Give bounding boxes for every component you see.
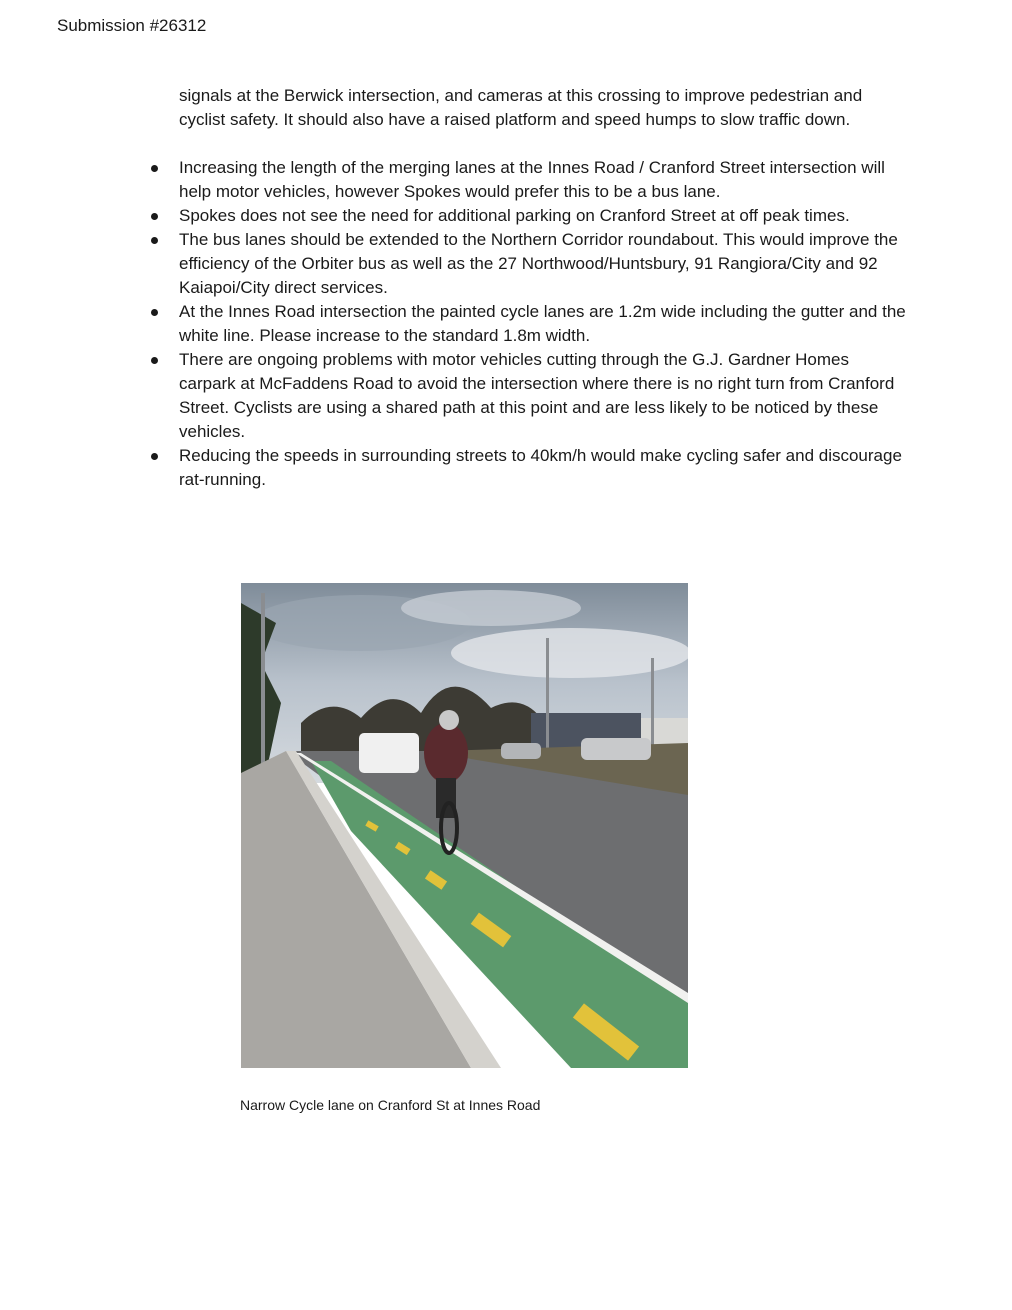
intro-continuation-paragraph: signals at the Berwick intersection, and cameras at this crossing to improve pedestrian and cyclist safety. It should also have a raised platform and speed humps to slow traffic down. — [179, 86, 863, 129]
bullet-icon — [151, 453, 158, 460]
list-item-text: Increasing the length of the merging lanes at the Innes Road / Cranford Street intersection will help motor vehicles, however Spokes would prefer this to be a bus lane. — [179, 158, 885, 201]
list-item-text: At the Innes Road intersection the painted cycle lanes are 1.2m wide including the gutter and the white line. Please increase to the standard 1.8m width. — [179, 302, 906, 345]
cycle-lane-photo — [241, 583, 688, 1068]
list-item-text: Spokes does not see the need for additional parking on Cranford Street at off peak times. — [179, 206, 850, 225]
parked-car — [581, 738, 651, 760]
bullet-icon — [151, 213, 158, 220]
cyclist-helmet — [439, 710, 459, 730]
bullet-icon — [151, 237, 158, 244]
list-item — [150, 348, 910, 444]
list-item — [150, 444, 910, 492]
list-item-text: Reducing the speeds in surrounding streets to 40km/h would make cycling safer and discourage rat-running. — [179, 446, 902, 489]
white-truck — [359, 733, 419, 773]
list-item-text: The bus lanes should be extended to the Northern Corridor roundabout. This would improve the efficiency of the Orbiter bus as well as the 27 Northwood/Huntsbury, 91 Rangiora/City and 92 Kaiapoi/City direct services. — [179, 230, 898, 297]
bullet-icon — [151, 165, 158, 172]
bullet-icon — [151, 357, 158, 364]
street-pole — [261, 593, 265, 773]
street-pole — [651, 658, 654, 758]
list-item — [150, 300, 910, 348]
submission-header: Submission #26312 — [57, 16, 207, 35]
figure-caption: Narrow Cycle lane on Cranford St at Innes Road — [240, 1097, 541, 1113]
bullet-icon — [151, 309, 158, 316]
photo-illustration — [241, 583, 688, 1068]
cyclist-body — [424, 723, 468, 783]
parked-car — [501, 743, 541, 759]
cloud — [401, 590, 581, 626]
list-item — [150, 204, 910, 228]
list-item-text: There are ongoing problems with motor vehicles cutting through the G.J. Gardner Homes carpark at McFaddens Road to avoid the intersection where there is no right turn from Cranford Street. Cyclists are using a shared path at this point and are less likely to be noticed by these vehicles. — [179, 350, 895, 441]
list-item — [150, 228, 910, 300]
recommendation-list — [150, 156, 910, 492]
list-item — [150, 156, 910, 204]
cyclist-legs — [436, 778, 456, 818]
street-pole — [546, 638, 549, 758]
